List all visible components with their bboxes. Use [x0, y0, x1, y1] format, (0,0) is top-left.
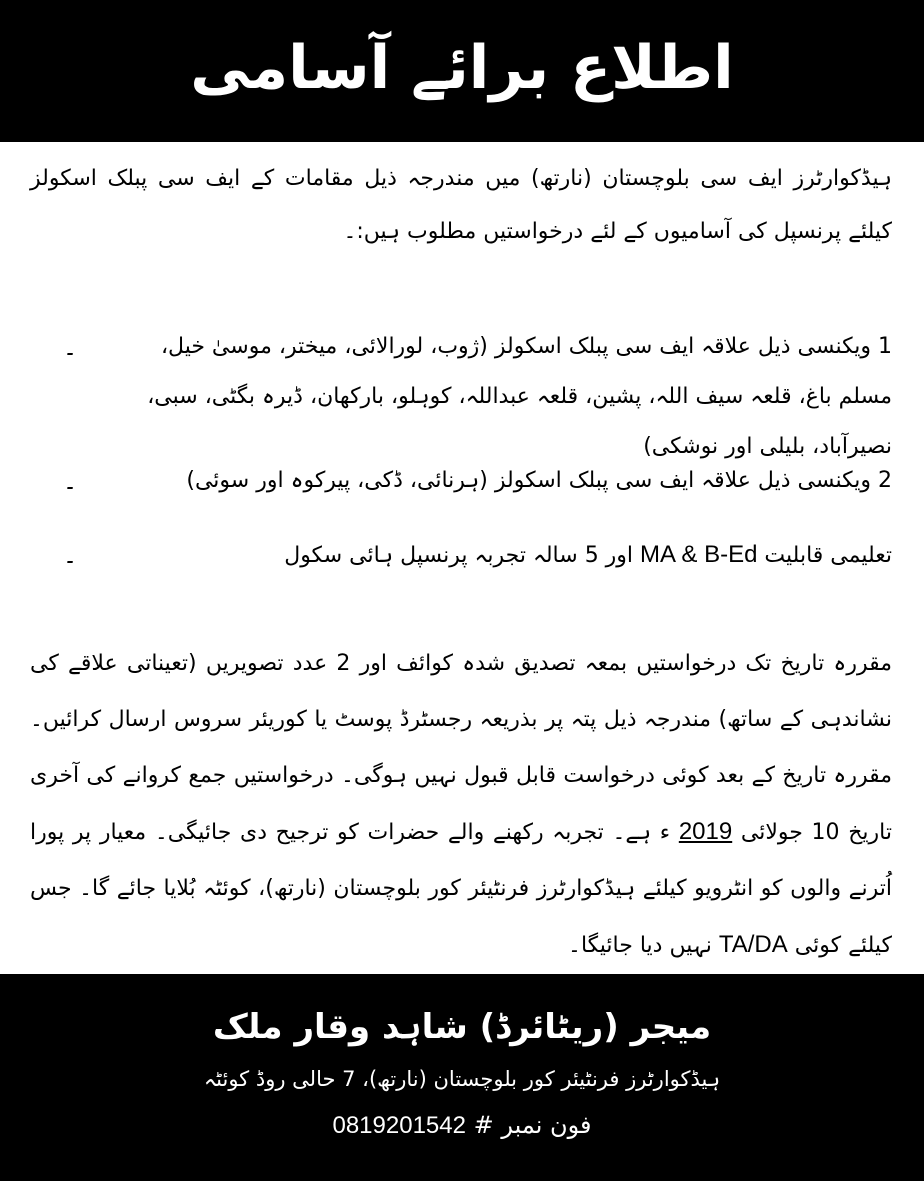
footer-banner	[0, 974, 924, 1181]
instructions-part-2: ء ہے۔ تجربہ رکھنے والے حضرات کو ترجیح دی جائیگی۔ معیار پر پورا اُترنے والوں کو انٹرویو کیلئے ہیڈکوارٹرز فرنٹیئر کور بلوچستان (نارتھ)، کوئٹہ بُلایا جائے گا۔ جس کیلئے کوئی	[30, 820, 892, 958]
qualification-text	[110, 530, 892, 581]
phone-number: 0819201542	[332, 1112, 466, 1139]
list-item	[30, 322, 892, 472]
phone-line	[332, 1102, 591, 1149]
deadline-year: 2019	[678, 818, 733, 845]
phone-label: فون نمبر #	[473, 1111, 592, 1139]
qualification-degree: MA & B-Ed	[640, 541, 758, 568]
list-item-text: 1 ویکنسی ذیل علاقہ ایف سی پبلک اسکولز (ژوب، لورالائی، میختر، موسیٰ خیل، مسلم باغ، قلعہ سیف اللہ، پشین، قلعہ عبداللہ، کوہلو، بارکھان، ڈیرہ بگٹی، سبی، نصیرآباد، بلیلی اور نوشکی)	[147, 334, 892, 459]
list-bullet: ۔	[62, 333, 78, 361]
header-banner	[0, 0, 924, 142]
list-item-qualification	[30, 530, 892, 581]
intro-paragraph: ہیڈکوارٹرز ایف سی بلوچستان (نارتھ) میں مندرجہ ذیل مقامات کے ایف سی پبلک اسکولز کیلئے پرنسپل کی آسامیوں کے لئے درخواستیں مطلوب ہیں:۔	[30, 166, 892, 244]
list-item-text: 2 ویکنسی ذیل علاقہ ایف سی پبلک اسکولز (ہرنائی، ڈکی، پیرکوہ اور سوئی)	[186, 468, 892, 493]
list-bullet: ۔	[62, 467, 78, 495]
instructions-part-3: نہیں دیا جائیگا۔	[568, 933, 712, 958]
instructions-paragraph	[30, 636, 892, 974]
qualification-label: تعلیمی قابلیت	[764, 543, 892, 568]
qualification-experience: اور 5 سالہ تجربہ پرنسپل ہائی سکول	[284, 543, 634, 568]
officer-name: میجر (ریٹائرڈ) شاہد وقار ملک	[212, 1007, 712, 1047]
list-bullet: ۔	[62, 541, 78, 569]
ta-da-text: TA/DA	[718, 931, 788, 958]
page-title: اطلاع برائے آسامی	[190, 33, 734, 103]
instructions-part-1: مقررہ تاریخ تک درخواستیں بمعہ تصدیق شدہ کوائف اور 2 عدد تصویریں (تعیناتی علاقے کی نشاندہی کے ساتھ) مندرجہ ذیل پتہ پر بذریعہ رجسٹرڈ پوسٹ یا کوریئر سروس ارسال کرائیں۔ مقررہ تاریخ کے بعد کوئی درخواست قابل قبول نہیں ہوگی۔ درخواستیں جمع کروانے کی آخری تاریخ 10 جولائی	[30, 651, 892, 845]
address-line: ہیڈکوارٹرز فرنٹیئر کور بلوچستان (نارتھ)، 7 حالی روڈ کوئٹہ	[203, 1067, 721, 1091]
list-item	[30, 456, 892, 506]
advertisement-body	[0, 142, 924, 974]
